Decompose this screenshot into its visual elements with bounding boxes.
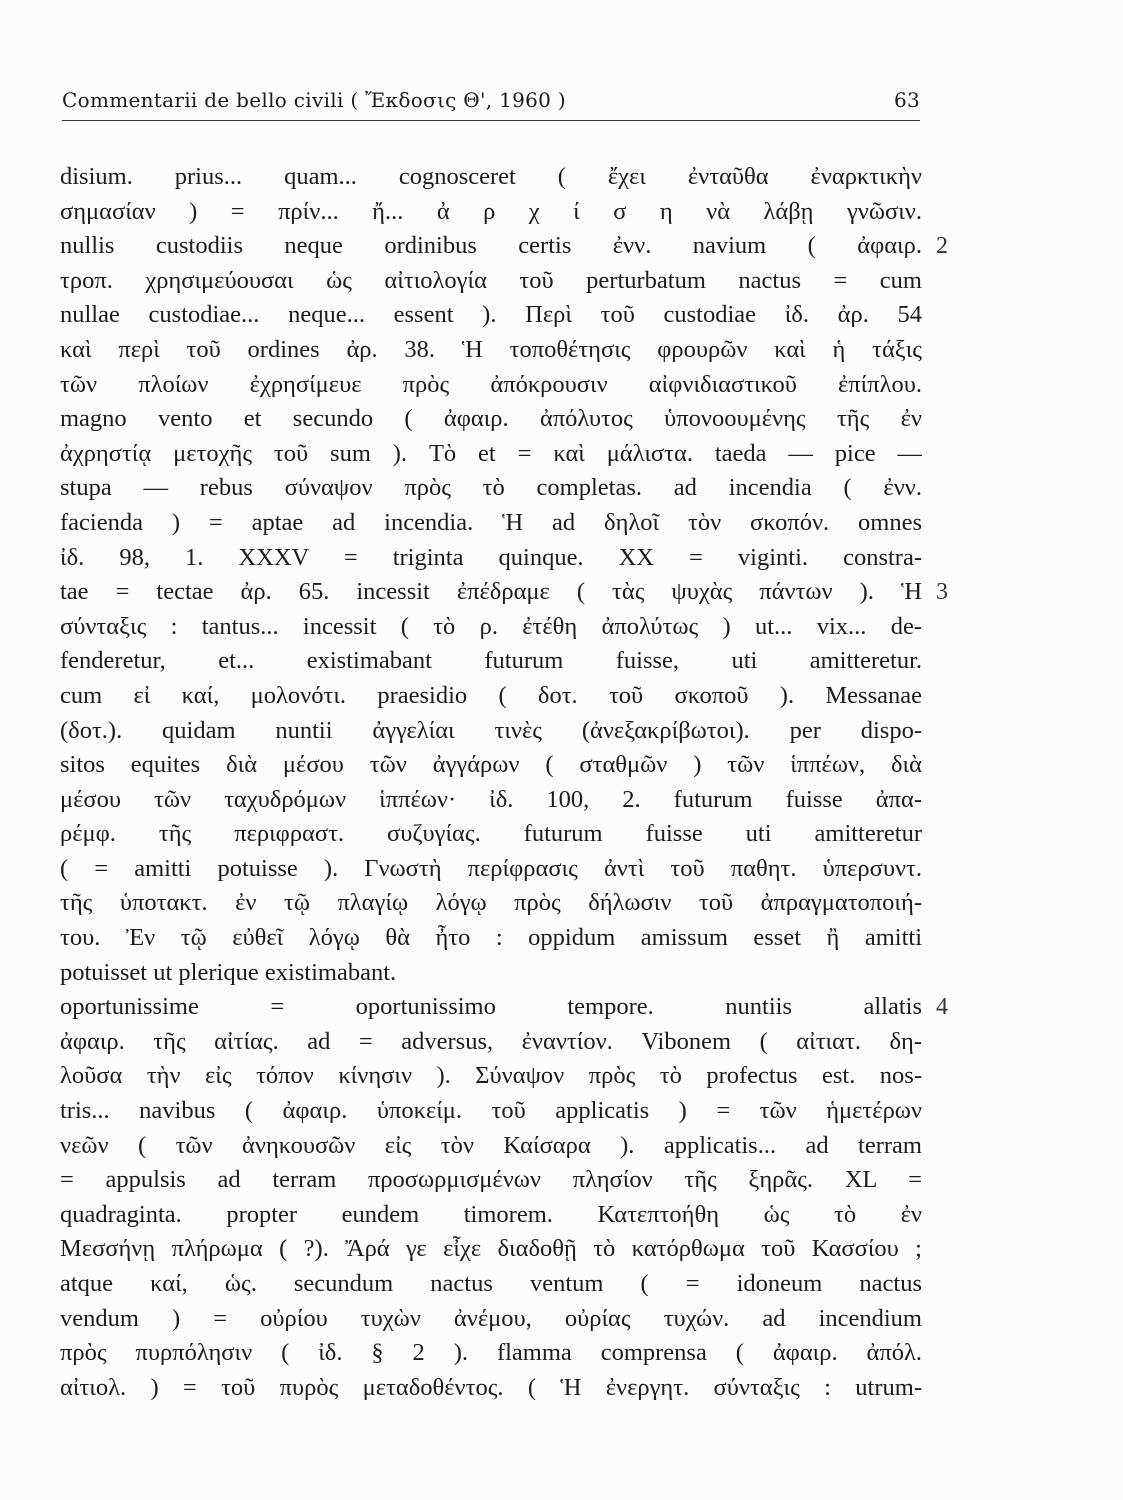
text-line: αἰτιολ. ) = τοῦ πυρὸς μεταδοθέντος. ( Ἡ ἐνεργητ. σύνταξις : utrum- [60, 1373, 922, 1401]
commentary-text [60, 160, 922, 1405]
text-line: ( = amitti potuisse ). Γνωστὴ περίφρασις ἀντὶ τοῦ παθητ. ὑπερσυντ. [60, 854, 922, 882]
text-line: ἀφαιρ. τῆς αἰτίας. ad = adversus, ἐναντίον. Vibonem ( αἰτιατ. δη- [60, 1027, 922, 1055]
text-line: = appulsis ad terram προσωρμισμένων πλησίον τῆς ξηρᾶς. XL = [60, 1166, 922, 1194]
text-line: facienda ) = aptae ad incendia. Ἡ ad δηλοῖ τὸν σκοπόν. omnes [60, 508, 922, 536]
text-line: tae = tectae ἀρ. 65. incessit ἐπέδραμε ( τὰς ψυχὰς πάντων ). Ἡ [60, 578, 922, 606]
text-line: nullis custodiis neque ordinibus certis ἐνν. navium ( ἀφαιρ. [60, 232, 922, 260]
text-line: Μεσσήνῃ πλήρωμα ( ?). Ἄρά γε εἶχε διαδοθῇ τὸ κατόρθωμα τοῦ Κασσίου ; [60, 1235, 922, 1263]
section-number: 4 [936, 994, 948, 1021]
text-line: σημασίαν ) = πρίν... ἤ... ἀ ρ χ ί σ η νὰ λάβῃ γνῶσιν. [60, 197, 922, 225]
text-line: potuisset ut plerique existimabant. [60, 958, 397, 986]
text-line: cum εἰ καί, μολονότι. praesidio ( δοτ. τοῦ σκοποῦ ). Messanae [60, 681, 922, 709]
text-line: νεῶν ( τῶν ἀνηκουσῶν εἰς τὸν Καίσαρα ). applicatis... ad terram [60, 1131, 922, 1159]
text-line: stupa — rebus σύναψον πρὸς τὸ completas. ad incendia ( ἐνν. [60, 474, 922, 502]
text-line: μέσου τῶν ταχυδρόμων ἱππέων· ἰδ. 100, 2. futurum fuisse ἀπα- [60, 785, 922, 813]
text-line: τῆς ὑποτακτ. ἐν τῷ πλαγίῳ λόγῳ πρὸς δήλωσιν τοῦ ἀπραγματοποιή- [60, 889, 922, 917]
text-line: πρὸς πυρπόλησιν ( ἰδ. § 2 ). flamma comprensa ( ἀφαιρ. ἀπόλ. [60, 1339, 922, 1367]
text-line: nullae custodiae... neque... essent ). Περὶ τοῦ custodiae ἰδ. ἀρ. 54 [60, 301, 922, 329]
text-line: σύνταξις : tantus... incessit ( τὸ ρ. ἐτέθη ἀπολύτως ) ut... vix... de- [60, 612, 922, 640]
text-line: ἰδ. 98, 1. XXXV = triginta quinque. XX = viginti. constra- [60, 543, 922, 571]
text-line: oportunissime = oportunissimo tempore. nuntiis allatis [60, 993, 922, 1021]
section-number: 2 [936, 233, 948, 260]
text-line: vendum ) = οὐρίου τυχὼν ἀνέμου, οὐρίας τυχών. ad incendium [60, 1304, 922, 1332]
text-line: magno vento et secundo ( ἀφαιρ. ἀπόλυτος ὑπονοουμένης τῆς ἐν [60, 405, 922, 433]
text-line: λοῦσα τὴν εἰς τόπον κίνησιν ). Σύναψον πρὸς τὸ profectus est. nos- [60, 1062, 922, 1090]
running-header [62, 86, 920, 121]
section-number: 3 [936, 579, 948, 606]
text-line: τῶν πλοίων ἐχρησίμευε πρὸς ἀπόκρουσιν αἰφνιδιαστικοῦ ἐπίπλου. [60, 370, 922, 398]
text-line: quadraginta. propter eundem timorem. Κατεπτοήθη ὡς τὸ ἐν [60, 1200, 922, 1228]
text-line: τροπ. χρησιμεύουσαι ὡς αἰτιολογία τοῦ perturbatum nactus = cum [60, 266, 922, 294]
page-number: 63 [893, 88, 920, 112]
text-line: atque καί, ὡς. secundum nactus ventum ( = idoneum nactus [60, 1270, 922, 1297]
header-title: Commentarii de bello civili ( Ἔκδοσις Θ', 1960 ) [62, 88, 566, 112]
text-line: του. Ἐν τῷ εὐθεῖ λόγῳ θὰ ἦτο : oppidum amissum esset ἢ amitti [60, 924, 922, 952]
text-line: ρέμφ. τῆς περιφραστ. συζυγίας. futurum fuisse uti amitteretur [60, 820, 922, 848]
text-line: sitos equites διὰ μέσου τῶν ἀγγάρων ( σταθμῶν ) τῶν ἱππέων, διὰ [60, 751, 922, 779]
text-line: καὶ περὶ τοῦ ordines ἀρ. 38. Ἡ τοποθέτησις φρουρῶν καὶ ἡ τάξις [60, 335, 922, 363]
text-line: ἀχρηστίᾳ μετοχῆς τοῦ sum ). Τὸ et = καὶ μάλιστα. taeda — pice — [60, 439, 922, 467]
text-line: tris... navibus ( ἀφαιρ. ὑποκείμ. τοῦ applicatis ) = τῶν ἡμετέρων [60, 1097, 922, 1125]
text-line: disium. prius... quam... cognosceret ( ἔχει ἐνταῦθα ἐναρκτικὴν [60, 163, 922, 190]
text-line: (δοτ.). quidam nuntii ἀγγελίαι τινὲς (ἀνεξακρίβωτοι). per dispo- [60, 716, 922, 744]
text-line: fenderetur, et... existimabant futurum fuisse, uti amitteretur. [60, 647, 922, 675]
